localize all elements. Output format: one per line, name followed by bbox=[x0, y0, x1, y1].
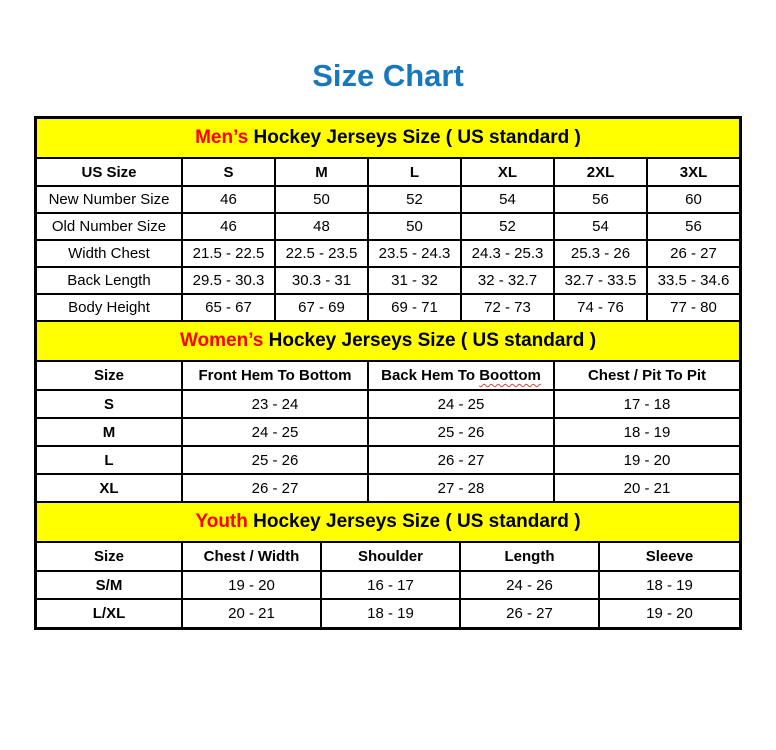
mens-section-title-rest: Hockey Jerseys Size ( US standard ) bbox=[248, 127, 581, 148]
youth-section-title-rest: Hockey Jerseys Size ( US standard ) bbox=[247, 511, 581, 532]
size-chart-page bbox=[0, 58, 776, 630]
table-cell: 18 - 19 bbox=[554, 418, 739, 446]
table-cell: 18 - 19 bbox=[321, 599, 460, 627]
table-cell: 50 bbox=[275, 186, 368, 213]
table-cell: 20 - 21 bbox=[182, 599, 321, 627]
column-header-text: Back Hem To bbox=[381, 367, 480, 384]
table-cell: 29.5 - 30.3 bbox=[182, 267, 275, 294]
table-cell: 25 - 26 bbox=[182, 446, 368, 474]
youth-size-table bbox=[37, 543, 739, 627]
row-label: L/XL bbox=[37, 599, 182, 627]
table-row bbox=[37, 294, 739, 321]
table-row bbox=[37, 446, 739, 474]
table-cell: 23.5 - 24.3 bbox=[368, 240, 461, 267]
table-cell: 32.7 - 33.5 bbox=[554, 267, 647, 294]
misspelled-word: Boottom bbox=[479, 367, 541, 384]
table-row bbox=[37, 267, 739, 294]
table-cell: 56 bbox=[554, 186, 647, 213]
table-cell: 32 - 32.7 bbox=[461, 267, 554, 294]
table-cell: 50 bbox=[368, 213, 461, 240]
column-header: Front Hem To Bottom bbox=[182, 362, 368, 390]
row-label: M bbox=[37, 418, 182, 446]
table-cell: 74 - 76 bbox=[554, 294, 647, 321]
table-cell: 22.5 - 23.5 bbox=[275, 240, 368, 267]
womens-header-row bbox=[37, 362, 739, 390]
table-cell: 72 - 73 bbox=[461, 294, 554, 321]
table-cell: 24 - 25 bbox=[182, 418, 368, 446]
column-header: 2XL bbox=[554, 159, 647, 186]
table-cell: 31 - 32 bbox=[368, 267, 461, 294]
table-cell: 16 - 17 bbox=[321, 571, 460, 599]
mens-section-header bbox=[37, 119, 739, 159]
table-cell: 26 - 27 bbox=[460, 599, 599, 627]
size-chart bbox=[34, 116, 742, 630]
page-title: Size Chart bbox=[312, 58, 464, 93]
row-label: Back Length bbox=[37, 267, 182, 294]
mens-section-title-prefix: Men’s bbox=[195, 127, 249, 148]
table-cell: 19 - 20 bbox=[554, 446, 739, 474]
table-cell: 17 - 18 bbox=[554, 390, 739, 418]
row-label: S/M bbox=[37, 571, 182, 599]
table-cell: 26 - 27 bbox=[647, 240, 739, 267]
column-header: Length bbox=[460, 543, 599, 571]
table-cell: 26 - 27 bbox=[182, 474, 368, 502]
table-cell: 54 bbox=[461, 186, 554, 213]
table-cell: 60 bbox=[647, 186, 739, 213]
column-header: XL bbox=[461, 159, 554, 186]
row-label: Width Chest bbox=[37, 240, 182, 267]
table-cell: 19 - 20 bbox=[182, 571, 321, 599]
table-row bbox=[37, 599, 739, 627]
table-cell: 27 - 28 bbox=[368, 474, 554, 502]
table-cell: 48 bbox=[275, 213, 368, 240]
table-cell: 23 - 24 bbox=[182, 390, 368, 418]
column-header: S bbox=[182, 159, 275, 186]
column-header: Chest / Pit To Pit bbox=[554, 362, 739, 390]
table-cell: 69 - 71 bbox=[368, 294, 461, 321]
mens-size-table bbox=[37, 159, 739, 322]
mens-header-row bbox=[37, 159, 739, 186]
table-cell: 21.5 - 22.5 bbox=[182, 240, 275, 267]
table-cell: 25.3 - 26 bbox=[554, 240, 647, 267]
table-row bbox=[37, 390, 739, 418]
table-cell: 20 - 21 bbox=[554, 474, 739, 502]
column-header: L bbox=[368, 159, 461, 186]
table-cell: 52 bbox=[368, 186, 461, 213]
column-header: Chest / Width bbox=[182, 543, 321, 571]
womens-section-title-prefix: Women’s bbox=[179, 330, 264, 351]
table-cell: 24 - 26 bbox=[460, 571, 599, 599]
row-label: S bbox=[37, 390, 182, 418]
table-row bbox=[37, 213, 739, 240]
table-cell: 19 - 20 bbox=[599, 599, 739, 627]
column-header bbox=[368, 362, 554, 390]
table-cell: 56 bbox=[647, 213, 739, 240]
table-row bbox=[37, 571, 739, 599]
table-cell: 46 bbox=[182, 213, 275, 240]
table-cell: 52 bbox=[461, 213, 554, 240]
youth-header-row bbox=[37, 543, 739, 571]
table-cell: 46 bbox=[182, 186, 275, 213]
column-header: Sleeve bbox=[599, 543, 739, 571]
table-cell: 54 bbox=[554, 213, 647, 240]
row-label: Body Height bbox=[37, 294, 182, 321]
youth-section-title-prefix: Youth bbox=[195, 511, 248, 532]
column-header: US Size bbox=[37, 159, 182, 186]
table-cell: 24 - 25 bbox=[368, 390, 554, 418]
table-cell: 25 - 26 bbox=[368, 418, 554, 446]
table-cell: 24.3 - 25.3 bbox=[461, 240, 554, 267]
column-header: Shoulder bbox=[321, 543, 460, 571]
table-cell: 30.3 - 31 bbox=[275, 267, 368, 294]
table-cell: 18 - 19 bbox=[599, 571, 739, 599]
column-header: Size bbox=[37, 543, 182, 571]
table-row bbox=[37, 474, 739, 502]
row-label: Old Number Size bbox=[37, 213, 182, 240]
table-cell: 77 - 80 bbox=[647, 294, 739, 321]
column-header: 3XL bbox=[647, 159, 739, 186]
womens-section-header bbox=[37, 322, 739, 362]
womens-size-table bbox=[37, 362, 739, 503]
table-cell: 33.5 - 34.6 bbox=[647, 267, 739, 294]
row-label: L bbox=[37, 446, 182, 474]
table-row bbox=[37, 186, 739, 213]
row-label: XL bbox=[37, 474, 182, 502]
table-row bbox=[37, 418, 739, 446]
column-header: Size bbox=[37, 362, 182, 390]
womens-section-title-rest: Hockey Jerseys Size ( US standard ) bbox=[263, 330, 597, 351]
column-header: M bbox=[275, 159, 368, 186]
table-row bbox=[37, 240, 739, 267]
table-cell: 65 - 67 bbox=[182, 294, 275, 321]
youth-section-header bbox=[37, 503, 739, 543]
row-label: New Number Size bbox=[37, 186, 182, 213]
table-cell: 67 - 69 bbox=[275, 294, 368, 321]
table-cell: 26 - 27 bbox=[368, 446, 554, 474]
